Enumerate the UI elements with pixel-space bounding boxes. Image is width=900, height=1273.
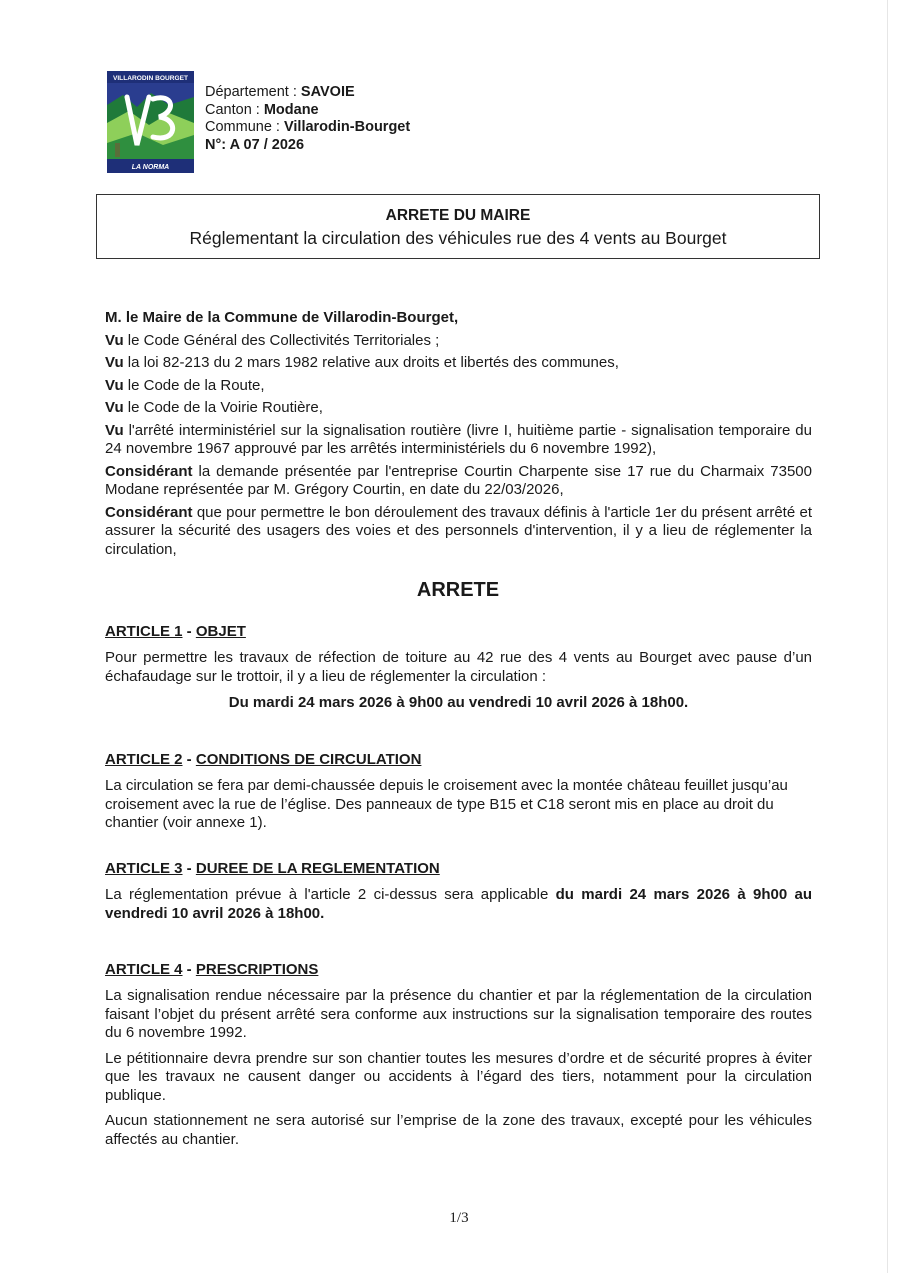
- vu-text: l'arrêté interministériel sur la signalisation routière (livre I, huitième partie - signalisation temporaire du 24 novembre 1967 approuvé par les arrêtés interministériels du 6 novembre 1992),: [105, 421, 812, 457]
- article-heading: [105, 859, 812, 878]
- commune-value: Villarodin-Bourget: [283, 119, 411, 135]
- vu-text: la loi 82-213 du 2 mars 1982 relative aux droits et libertés des communes,: [123, 354, 619, 371]
- canton-line: [205, 102, 410, 120]
- article-number: ARTICLE 3: [105, 860, 183, 877]
- article-paragraph-2: Le pétitionnaire devra prendre sur son chantier toutes les mesures d’ordre et de sécurité propres à éviter que les travaux ne causent danger ou accidents à l’égard des tiers, notamment pour la circulation publique.: [105, 1049, 812, 1104]
- vu-word: Vu: [105, 399, 124, 416]
- article-heading: [105, 622, 812, 641]
- considerant-1: [105, 463, 812, 500]
- article-separator: -: [182, 751, 196, 768]
- vu-text: le Code de la Voirie Routière,: [123, 399, 323, 416]
- article-title: PRESCRIPTIONS: [195, 961, 319, 978]
- vu-word: Vu: [105, 331, 124, 349]
- vu-line-1: [105, 332, 812, 351]
- article-text-regular: La réglementation prévue à l'article 2 ci-dessus sera applicable: [105, 886, 556, 903]
- commune-label: Commune :: [205, 119, 284, 135]
- article-2: [105, 750, 812, 833]
- article-heading: [105, 960, 812, 979]
- svg-text:LA NORMA: LA NORMA: [131, 164, 170, 171]
- commune-line: [205, 119, 410, 137]
- considerant-word: Considérant: [105, 503, 193, 521]
- vu-line-5: [105, 422, 812, 459]
- article-title: OBJET: [195, 623, 246, 640]
- article-number: ARTICLE 1: [105, 623, 183, 640]
- vu-word: Vu: [105, 376, 124, 394]
- departement-label: Département :: [205, 84, 301, 100]
- article-3: [105, 859, 812, 923]
- page-edge-line: [887, 0, 888, 1273]
- article-heading: [105, 750, 812, 769]
- canton-label: Canton :: [205, 101, 264, 118]
- title-line-1: ARRETE DU MAIRE: [385, 207, 531, 224]
- article-paragraph-1: La signalisation rendue nécessaire par la présence du chantier et par la réglementation de la circulation faisant l’objet du présent arrêté sera conforme aux instructions sur la signalisation temporaire des routes du 6 novembre 1992.: [105, 987, 812, 1041]
- numero-line: [205, 137, 410, 155]
- svg-text:VILLARODIN BOURGET: VILLARODIN BOURGET: [112, 75, 189, 82]
- article-text: La circulation se fera par demi-chaussée depuis le croisement avec la montée château feuillet jusqu’au croisement avec la rue de l’église. Des panneaux de type B15 et C18 seront mis en place au droit du chantier (voir annexe 1).: [105, 777, 788, 831]
- header-info: [205, 84, 410, 154]
- article-paragraph-3: Aucun stationnement ne sera autorisé sur l’emprise de la zone des travaux, excepté pour les véhicules affectés au chantier.: [105, 1112, 812, 1148]
- article-title: DUREE DE LA REGLEMENTATION: [195, 860, 440, 877]
- arrete-number: N°: A 07 / 2026: [205, 136, 305, 153]
- considerant-text: la demande présentée par l'entreprise Courtin Charpente sise 17 rue du Charmaix 73500 Modane représentée par M. Grégory Courtin, en date du 22/03/2026,: [105, 462, 812, 498]
- preamble: [105, 309, 812, 559]
- article-number: ARTICLE 2: [105, 751, 183, 768]
- article-text-dates: du mardi 24 mars 2026 à 9h00 au vendredi 10 avril 2026 à 18h00.: [105, 886, 813, 922]
- commune-logo-graphic: [107, 71, 194, 173]
- article-separator: -: [182, 860, 196, 877]
- article-title: CONDITIONS DE CIRCULATION: [195, 751, 422, 768]
- arrete-heading: ARRETE: [416, 579, 500, 601]
- maire-line: M. le Maire de la Commune de Villarodin-Bourget,: [105, 309, 459, 326]
- considerant-word: Considérant: [105, 462, 193, 480]
- article-separator: -: [182, 623, 196, 640]
- page-number: 1/3: [449, 1210, 469, 1226]
- article-number: ARTICLE 4: [105, 961, 183, 978]
- departement-value: SAVOIE: [300, 84, 355, 100]
- vu-text: le Code Général des Collectivités Territoriales ;: [123, 331, 440, 349]
- article-dates: Du mardi 24 mars 2026 à 9h00 au vendredi 10 avril 2026 à 18h00.: [228, 694, 689, 711]
- considerant-2: [105, 504, 812, 560]
- title-box: [96, 194, 820, 259]
- article-text: Pour permettre les travaux de réfection de toiture au 42 rue des 4 vents au Bourget avec pause d’un échafaudage sur le trottoir, il y a lieu de réglementer la circulation :: [105, 649, 812, 685]
- vu-line-3: [105, 377, 812, 396]
- departement-line: [205, 84, 410, 102]
- vu-line-4: [105, 399, 812, 418]
- article-separator: -: [182, 961, 196, 978]
- vu-text: le Code de la Route,: [123, 376, 265, 394]
- vu-word: Vu: [105, 421, 124, 439]
- title-line-2: Réglementant la circulation des véhicules rue des 4 vents au Bourget: [189, 228, 727, 248]
- considerant-text: que pour permettre le bon déroulement des travaux définis à l'article 1er du présent arrêté et assurer la sécurité des usagers des voies et des personnels d'intervention, il y a lieu de réglementer la circulation,: [105, 503, 812, 558]
- vu-line-2: [105, 354, 812, 373]
- article-text: [105, 886, 812, 923]
- article-4: [105, 960, 812, 1149]
- vu-word: Vu: [105, 354, 124, 371]
- canton-value: Modane: [263, 101, 319, 118]
- commune-logo: [107, 71, 194, 173]
- article-1: [105, 622, 812, 712]
